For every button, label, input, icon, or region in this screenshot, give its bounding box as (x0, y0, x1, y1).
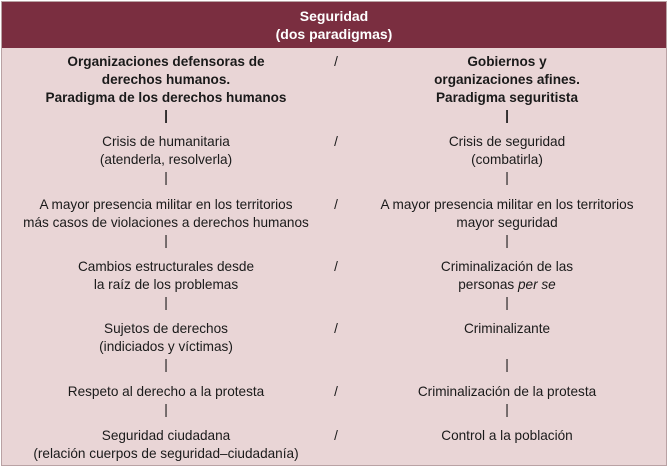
separator-slash: / (334, 428, 338, 443)
separator-slash: / (334, 54, 338, 69)
header-subtitle: (dos paradigmas) (275, 26, 393, 42)
right-cell: Control a la población (441, 428, 573, 443)
right-cell: A mayor presencia militar en los territorios mayor seguridad | (347, 196, 667, 250)
right-cell: Crisis de seguridad (combatirla) | (347, 133, 667, 187)
left-cell: Seguridad ciudadana (relación cuerpos de seguridad–ciudadanía) (33, 428, 299, 461)
paradigms-table (1, 1, 667, 466)
left-column-heading: Organizaciones defensoras de derechos humanos. Paradigma de los derechos humanos | (2, 53, 330, 125)
connector-pipe: | (164, 233, 168, 248)
connector-pipe: | (164, 108, 168, 123)
connector-pipe: | (505, 108, 509, 123)
connector-pipe: | (505, 295, 509, 310)
separator-slash: / (334, 197, 338, 212)
connector-pipe: | (164, 295, 168, 310)
separator-slash: / (334, 259, 338, 274)
left-cell: Cambios estructurales desde la raíz de los problemas | (2, 258, 330, 312)
connector-pipe: | (505, 233, 509, 248)
left-cell: Crisis de humanitaria (atenderla, resolverla) | (2, 133, 330, 187)
separator-slash: / (334, 384, 338, 399)
connector-pipe: | (505, 357, 509, 372)
right-column-heading: Gobiernos y organizaciones afines. Paradigma seguritista | (347, 53, 667, 125)
left-cell: Sujetos de derechos (indiciados y víctimas) | (2, 320, 330, 374)
left-cell: Respeto al derecho a la protesta | (2, 383, 330, 419)
right-cell: Criminalización de las personas per se | (347, 258, 667, 312)
table-header (2, 2, 666, 48)
connector-pipe: | (164, 357, 168, 372)
connector-pipe: | (164, 402, 168, 417)
header-title: Seguridad (299, 8, 369, 24)
per-se-italic: per se (517, 277, 556, 292)
connector-pipe: | (505, 402, 509, 417)
separator-slash: / (334, 321, 338, 336)
connector-pipe: | (505, 170, 509, 185)
right-cell: Criminalizante | (347, 320, 667, 374)
connector-pipe: | (164, 170, 168, 185)
separator-slash: / (334, 134, 338, 149)
left-cell: A mayor presencia militar en los territorios más casos de violaciones a derechos humanos | (2, 196, 330, 250)
right-cell: Criminalización de la protesta | (347, 383, 667, 419)
